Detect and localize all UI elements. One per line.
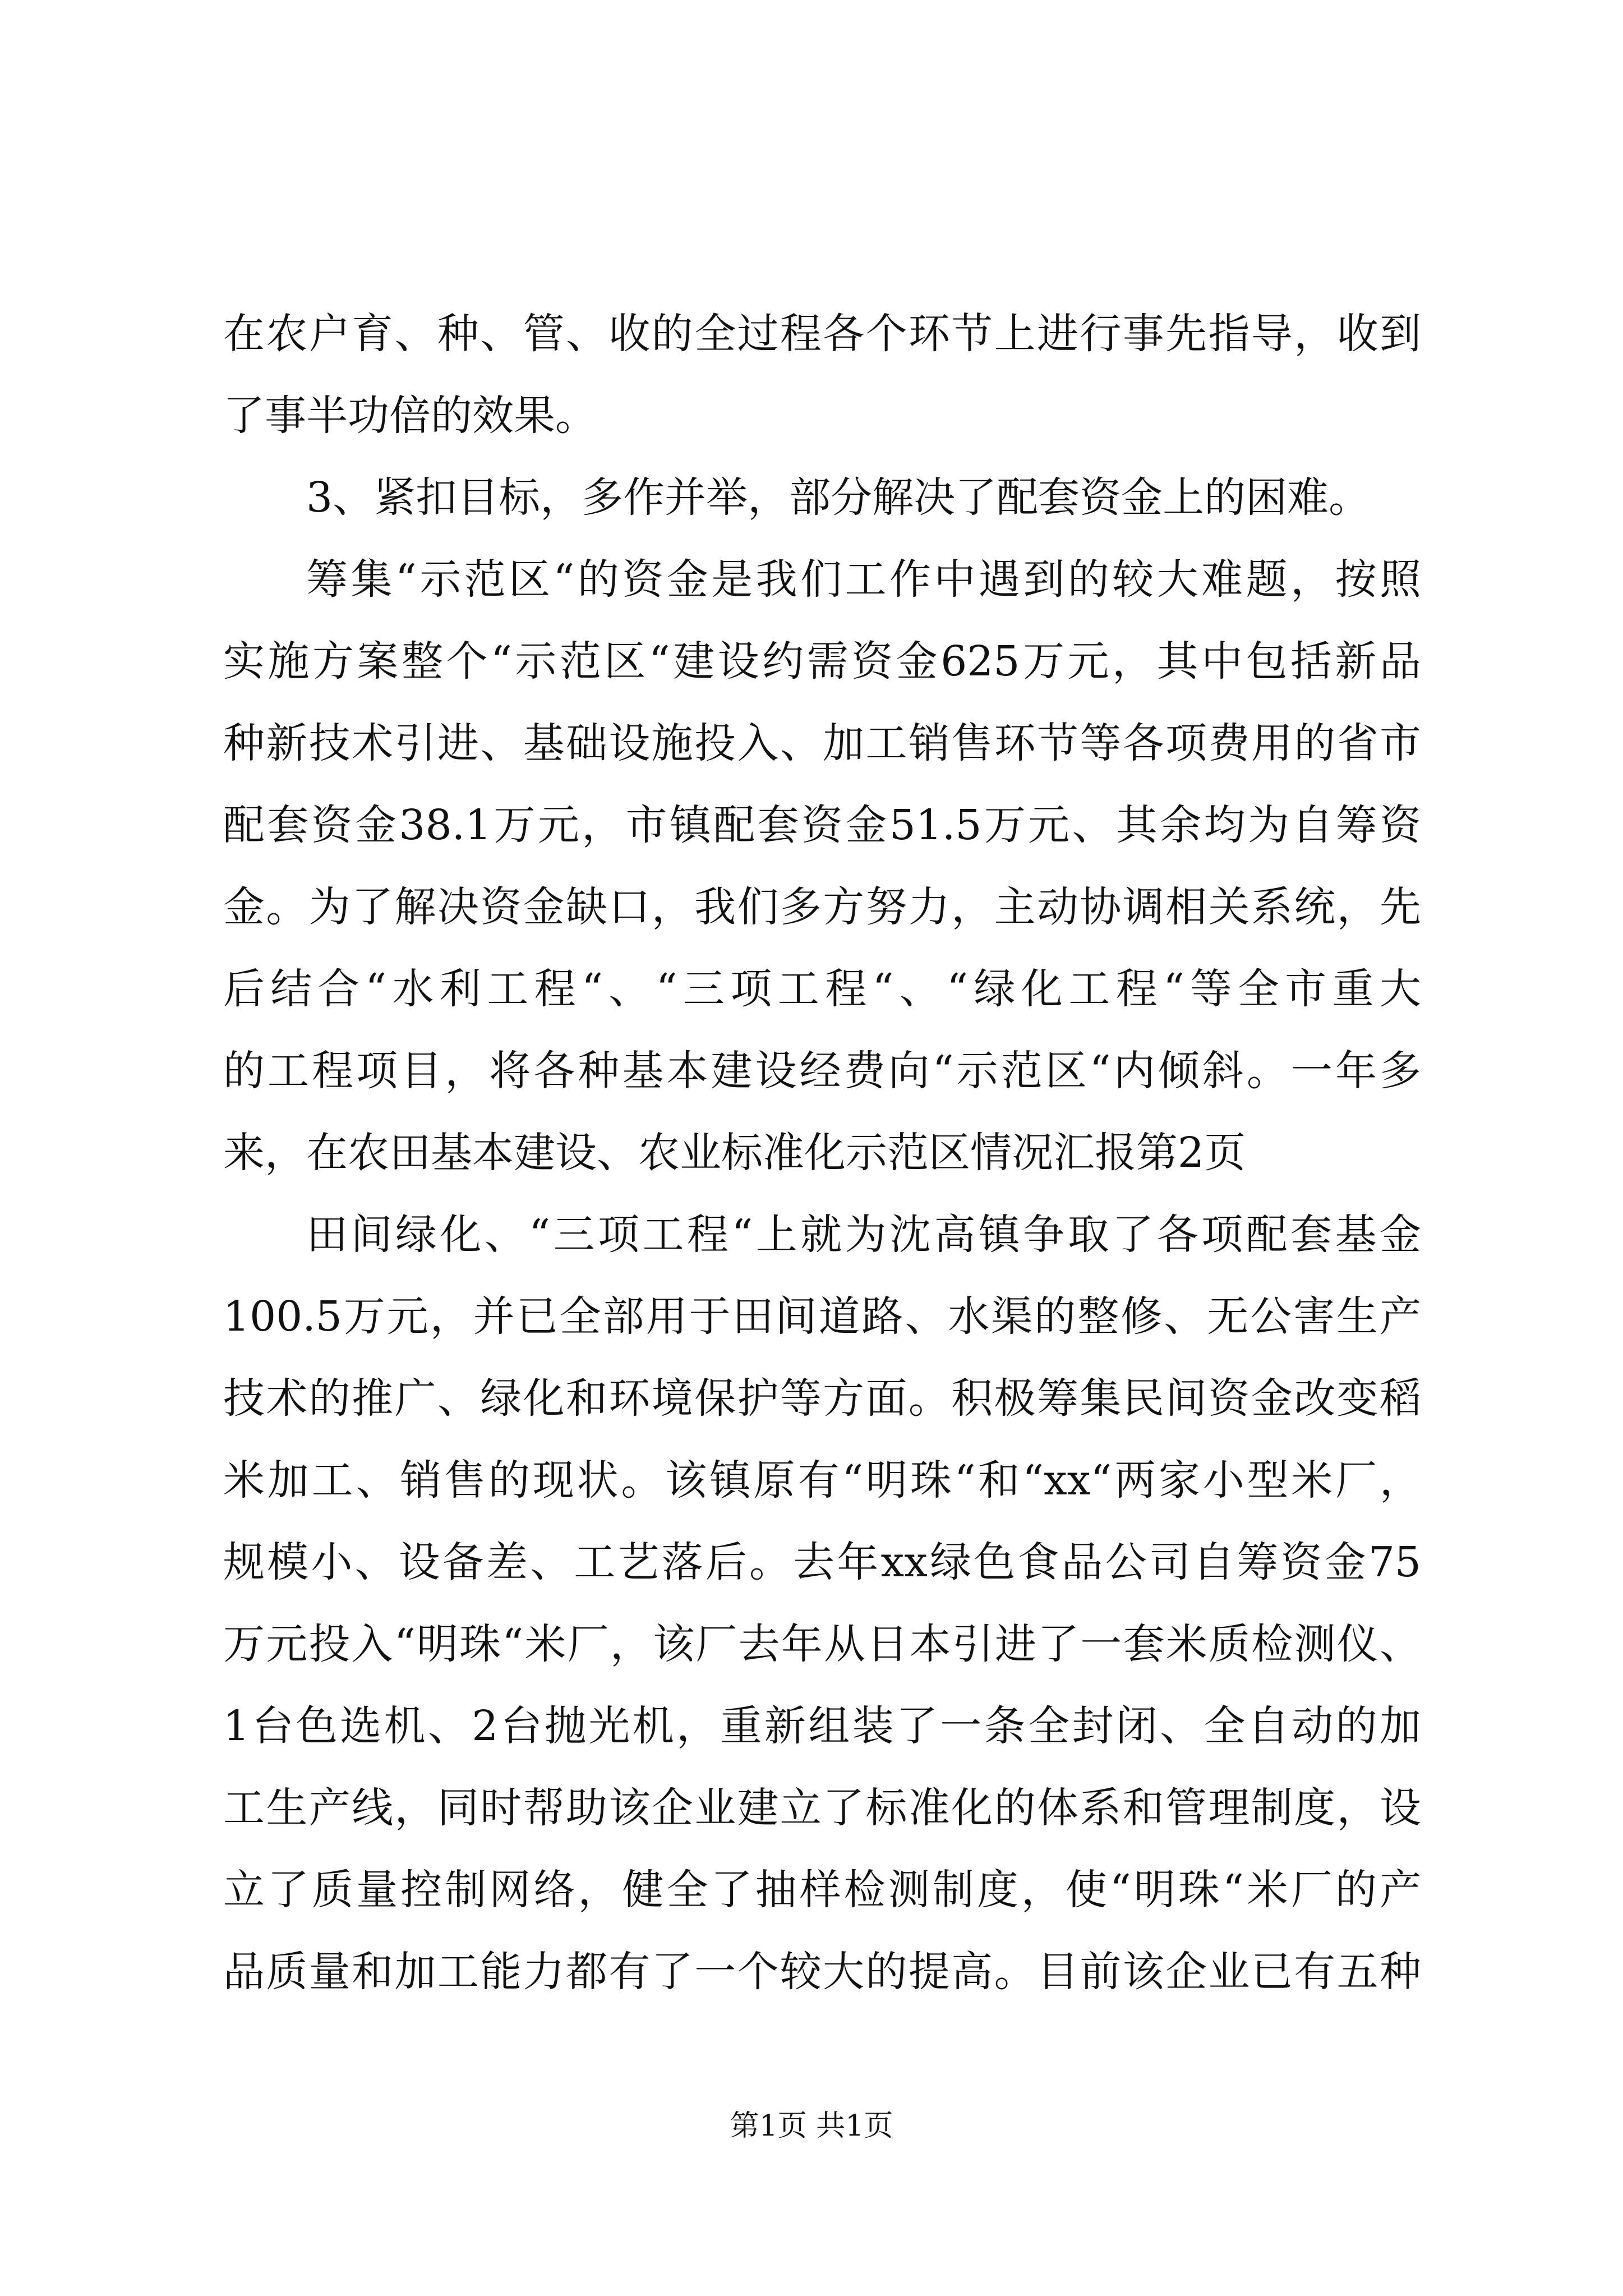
text-line: 1台色选机、2台抛光机，重新组装了一条全封闭、全自动的加 (223, 1702, 1421, 1750)
text-line: 金。为了解决资金缺口，我们多方努力，主动协调相关系统，先 (223, 883, 1421, 931)
text-line: 种新技术引进、基础设施投入、加工销售环节等各项费用的省市 (223, 719, 1421, 767)
text-line: 后结合“水利工程“、“三项工程“、“绿化工程“等全市重大 (223, 965, 1421, 1013)
text-line: 万元投入“明珠“米厂，该厂去年从日本引进了一套米质检测仪、 (223, 1620, 1421, 1668)
text-line: 了事半功倍的效果。 (223, 392, 597, 440)
text-line: 筹集“示范区“的资金是我们工作中遇到的较大难题，按照 (306, 555, 1421, 604)
text-line: 米加工、销售的现状。该镇原有“明珠“和“xx“两家小型米厂， (223, 1456, 1421, 1504)
text-line: 来，在农田基本建设、农业标准化示范区情况汇报第2页 (223, 1129, 1246, 1177)
text-line: 100.5万元，并已全部用于田间道路、水渠的整修、无公害生产 (223, 1292, 1421, 1341)
document-body (223, 293, 1421, 2013)
text-line: 立了质量控制网络，健全了抽样检测制度，使“明珠“米厂的产 (223, 1866, 1421, 1914)
text-line: 在农户育、种、管、收的全过程各个环节上进行事先指导，收到 (223, 310, 1421, 358)
text-line: 的工程项目，将各种基本建设经费向“示范区“内倾斜。一年多 (223, 1047, 1421, 1095)
text-line: 技术的推广、绿化和环境保护等方面。积极筹集民间资金改变稻 (223, 1374, 1421, 1423)
text-line: 3、紧扣目标，多作并举，部分解决了配套资金上的困难。 (306, 473, 1371, 522)
text-line: 工生产线，同时帮助该企业建立了标准化的体系和管理制度，设 (223, 1784, 1421, 1832)
text-line: 规模小、设备差、工艺落后。去年xx绿色食品公司自筹资金75 (223, 1538, 1421, 1586)
text-line: 田间绿化、“三项工程“上就为沈高镇争取了各项配套基金 (306, 1211, 1421, 1259)
page-footer: 第1页 共1页 (730, 2109, 893, 2143)
text-line: 实施方案整个“示范区“建设约需资金625万元，其中包括新品 (223, 637, 1421, 685)
text-line: 配套资金38.1万元，市镇配套资金51.5万元、其余均为自筹资 (223, 801, 1421, 849)
text-line: 品质量和加工能力都有了一个较大的提高。目前该企业已有五种 (223, 1948, 1421, 1996)
